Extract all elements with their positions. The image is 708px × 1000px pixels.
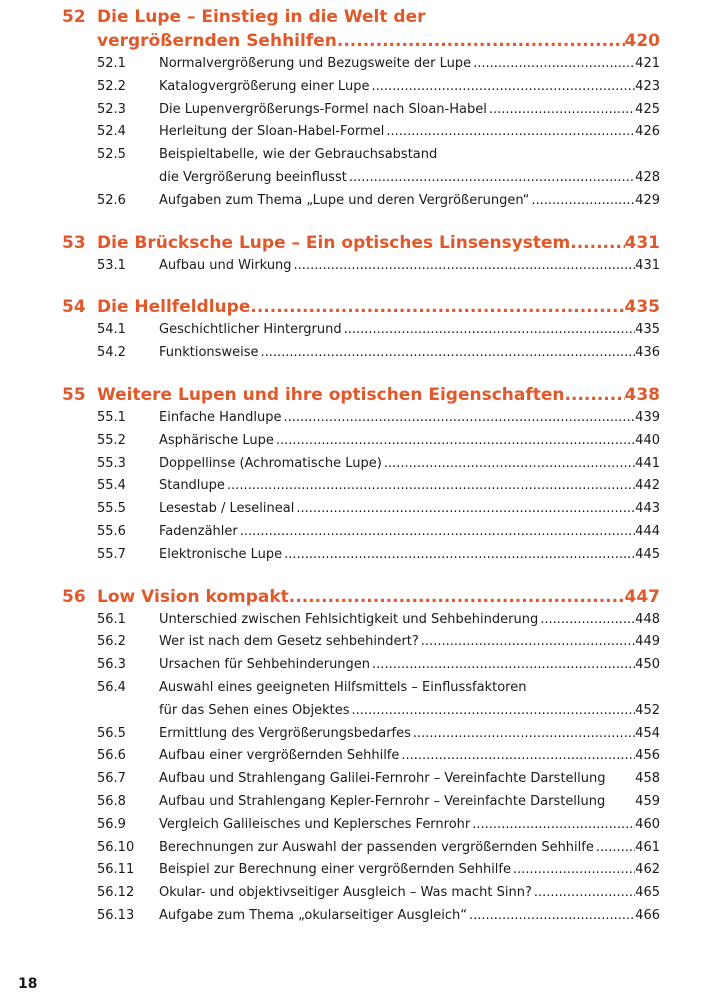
toc-section-row <box>62 768 660 791</box>
chapter-page: 431 <box>624 232 660 253</box>
section-title-text: Normalvergrößerung und Bezugsweite der Lupe <box>159 56 472 71</box>
toc-section-row <box>62 453 660 476</box>
chapter-heading <box>62 585 660 609</box>
section-page: 440 <box>635 432 660 448</box>
toc-section-row <box>62 837 660 860</box>
leader-dots <box>511 859 635 882</box>
section-title-text: Aufbau und Strahlengang Kepler-Fernrohr – Vereinfachte Darstellung <box>159 793 606 809</box>
toc-section-row <box>62 745 660 768</box>
section-title-line <box>159 407 660 430</box>
section-title <box>159 99 660 122</box>
toc-section-row <box>62 791 660 814</box>
leader-dots <box>538 609 635 632</box>
section-page: 462 <box>635 862 660 878</box>
section-page: 452 <box>635 702 660 718</box>
section-page: 458 <box>635 771 660 787</box>
section-title-text: Funktionsweise <box>159 345 259 361</box>
leader-dots <box>529 190 635 213</box>
chapter-title-text: Low Vision kompakt <box>97 586 289 607</box>
leader-dots <box>225 475 635 498</box>
section-number: 56.13 <box>97 907 135 923</box>
section-title-line <box>159 631 660 654</box>
section-number: 56.12 <box>97 885 135 901</box>
chapter-page: 420 <box>624 31 660 51</box>
section-title-text: Aufbau einer vergrößernden Sehhilfe <box>159 748 400 764</box>
section-title <box>159 859 660 882</box>
section-page: 441 <box>635 455 660 471</box>
section-number: 52.6 <box>97 192 126 208</box>
leader-dots <box>281 407 635 430</box>
section-title-text: Aufgabe zum Thema „okularseitiger Ausgleich“ <box>159 907 467 923</box>
section-title-text: die Vergrößerung beeinflusst <box>159 169 347 185</box>
section-number: 56.5 <box>97 725 126 741</box>
section-number: 56.8 <box>97 793 126 809</box>
chapter-heading <box>62 383 660 407</box>
section-title <box>159 521 660 544</box>
leader-dots <box>370 654 635 677</box>
section-title-text: Wer ist nach dem Gesetz sehbehindert? <box>159 634 419 650</box>
chapter-title-line <box>97 383 660 407</box>
section-number: 56.10 <box>97 839 135 855</box>
section-number: 55.4 <box>97 478 126 494</box>
section-title <box>159 430 660 453</box>
section-page: 439 <box>635 409 660 425</box>
section-title <box>159 453 660 476</box>
section-page: 428 <box>635 169 660 185</box>
toc-section-row <box>62 521 660 544</box>
toc-section-row <box>62 255 660 278</box>
section-number: 56.3 <box>97 657 126 673</box>
leader-dots <box>565 383 625 407</box>
leader-dots <box>350 700 636 723</box>
chapter-entry <box>62 295 660 365</box>
leader-dots <box>419 631 635 654</box>
section-title-text: Ursachen für Sehbehinderungen <box>159 657 371 673</box>
section-title <box>159 814 660 837</box>
section-page: 443 <box>635 501 660 517</box>
leader-dots <box>347 167 635 190</box>
section-title-text: Standlupe <box>159 478 225 494</box>
toc-section-row <box>62 859 660 882</box>
toc-section-row <box>62 430 660 453</box>
section-title-line <box>159 859 660 882</box>
section-page: 435 <box>635 322 660 338</box>
section-page: 425 <box>635 101 660 117</box>
toc-section-row <box>62 190 660 213</box>
chapter-heading <box>62 5 660 53</box>
section-title <box>159 407 660 430</box>
section-title-line <box>159 837 660 860</box>
section-number: 55.2 <box>97 432 126 448</box>
toc-section-row <box>62 475 660 498</box>
section-title-line <box>159 319 660 342</box>
toc-section-row <box>62 609 660 632</box>
section-title-line <box>159 76 660 99</box>
section-title <box>159 342 660 365</box>
leader-dots <box>258 342 635 365</box>
leader-dots <box>470 814 635 837</box>
section-title <box>159 745 660 768</box>
leader-dots <box>289 585 625 609</box>
section-title <box>159 190 660 213</box>
toc-section-row <box>62 882 660 905</box>
section-title-line <box>159 768 660 791</box>
section-title-text: Auswahl eines geeigneten Hilfsmittels – Einflussfaktoren <box>159 679 527 695</box>
leader-dots <box>369 76 635 99</box>
chapter-title-line <box>97 5 660 29</box>
chapter-title-line <box>97 295 660 319</box>
section-title <box>159 654 660 677</box>
chapter-title <box>97 585 660 609</box>
leader-dots <box>238 521 635 544</box>
toc-section-row <box>62 814 660 837</box>
section-title-line <box>159 190 660 213</box>
toc-section-row <box>62 905 660 928</box>
chapter-title-line <box>97 585 660 609</box>
section-number: 53.1 <box>97 257 126 273</box>
chapter-page: 435 <box>624 297 660 318</box>
section-title-line <box>159 745 660 768</box>
section-title <box>159 723 660 746</box>
toc-section-row <box>62 723 660 746</box>
section-page: 449 <box>635 634 660 650</box>
section-title <box>159 475 660 498</box>
section-title <box>159 677 660 723</box>
chapter-entry <box>62 5 660 213</box>
toc-section-row <box>62 498 660 521</box>
section-title-line <box>159 521 660 544</box>
section-title <box>159 882 660 905</box>
leader-dots <box>274 430 635 453</box>
toc-section-row <box>62 319 660 342</box>
section-number: 56.6 <box>97 748 126 764</box>
section-title-line <box>159 723 660 746</box>
section-title-line <box>159 144 660 167</box>
toc-section-row <box>62 544 660 567</box>
section-title-text: Aufgaben zum Thema „Lupe und deren Vergrößerungen“ <box>159 192 530 208</box>
section-title <box>159 631 660 654</box>
section-number: 52.5 <box>97 147 126 163</box>
section-page: 460 <box>635 816 660 832</box>
chapter-entry <box>62 231 660 278</box>
section-title-line <box>159 882 660 905</box>
section-number: 55.1 <box>97 409 126 425</box>
section-title-text: Die Lupenvergrößerungs-Formel nach Sloan-Habel <box>159 101 487 117</box>
section-title <box>159 544 660 567</box>
chapter-title-text: vergrößernden Sehhilfen <box>97 31 337 51</box>
section-page: 436 <box>635 345 660 361</box>
section-page: 448 <box>635 611 660 627</box>
leader-dots <box>411 723 635 746</box>
section-title-text: Herleitung der Sloan-Habel-Formel <box>159 124 385 140</box>
section-title <box>159 768 660 791</box>
page-number: 18 <box>18 976 38 992</box>
leader-dots <box>570 231 624 255</box>
leader-dots <box>594 837 635 860</box>
section-title-text: für das Sehen eines Objektes <box>159 702 350 718</box>
section-number: 56.1 <box>97 611 126 627</box>
leader-dots <box>342 319 636 342</box>
toc-section-row <box>62 342 660 365</box>
section-title <box>159 609 660 632</box>
section-page: 445 <box>635 546 660 562</box>
leader-dots <box>532 882 635 905</box>
toc-section-row <box>62 121 660 144</box>
chapter-title <box>97 295 660 319</box>
toc-section-row <box>62 144 660 190</box>
leader-dots <box>382 453 635 476</box>
section-page: 423 <box>635 78 660 94</box>
section-number: 55.6 <box>97 523 126 539</box>
chapter-entry <box>62 585 660 928</box>
chapter-number: 55 <box>62 384 86 405</box>
section-title-text: Unterschied zwischen Fehlsichtigkeit und Sehbehinderung <box>159 611 539 627</box>
toc-section-row <box>62 654 660 677</box>
section-page: 442 <box>635 478 660 494</box>
chapter-title <box>97 383 660 407</box>
section-title <box>159 837 660 860</box>
section-title <box>159 76 660 99</box>
section-title-text: Aufbau und Strahlengang Galilei-Fernrohr – Vereinfachte Darstellung <box>159 771 606 787</box>
chapter-title <box>97 231 660 255</box>
section-number: 55.5 <box>97 501 126 517</box>
chapter-page: 438 <box>624 384 660 405</box>
section-title-text: Berechnungen zur Auswahl der passenden vergrößernden Sehhilfe <box>159 839 594 855</box>
section-number: 52.3 <box>97 101 126 117</box>
section-title-line <box>159 53 660 76</box>
section-title-text: Beispiel zur Berechnung einer vergrößernden Sehhilfe <box>159 862 511 878</box>
section-title-text: Fadenzähler <box>159 523 238 539</box>
chapter-number: 56 <box>62 586 86 607</box>
chapter-number: 52 <box>62 7 86 27</box>
section-number: 52.4 <box>97 124 126 140</box>
section-title-line <box>159 544 660 567</box>
section-title-line <box>159 677 660 700</box>
toc-section-row <box>62 53 660 76</box>
section-page: 431 <box>635 257 660 273</box>
section-page: 426 <box>635 124 660 140</box>
leader-dots <box>467 905 635 928</box>
toc-section-row <box>62 99 660 122</box>
leader-dots <box>487 99 635 122</box>
section-number: 56.2 <box>97 634 126 650</box>
section-title-line <box>159 453 660 476</box>
section-title-text: Katalogvergrößerung einer Lupe <box>159 78 370 94</box>
leader-dots <box>292 255 636 278</box>
leader-dots <box>250 295 624 319</box>
chapter-heading <box>62 231 660 255</box>
section-page: 461 <box>635 839 660 855</box>
section-page: 429 <box>635 192 660 208</box>
chapter-page: 447 <box>624 586 660 607</box>
section-page: 421 <box>635 56 660 71</box>
section-page: 450 <box>635 657 660 673</box>
section-title-text: Elektronische Lupe <box>159 546 283 562</box>
section-page: 454 <box>635 725 660 741</box>
section-title-text: Doppellinse (Achromatische Lupe) <box>159 455 382 471</box>
section-title-line <box>159 167 660 190</box>
section-number: 56.7 <box>97 771 126 787</box>
leader-dots <box>294 498 635 521</box>
section-title-line <box>159 255 660 278</box>
chapter-title-text: Die Lupe – Einstieg in die Welt der <box>97 7 426 27</box>
leader-dots <box>337 29 625 53</box>
chapter-heading <box>62 295 660 319</box>
section-title <box>159 144 660 190</box>
section-title <box>159 791 660 814</box>
section-title <box>159 53 660 76</box>
leader-dots <box>282 544 635 567</box>
section-number: 52.1 <box>97 56 126 71</box>
chapter-number: 54 <box>62 297 86 318</box>
section-number: 55.7 <box>97 546 126 562</box>
section-title-line <box>159 814 660 837</box>
section-number: 52.2 <box>97 78 126 94</box>
chapter-title-line <box>97 231 660 255</box>
toc-section-row <box>62 631 660 654</box>
section-title-text: Ermittlung des Vergrößerungsbedarfes <box>159 725 411 741</box>
chapter-title-text: Die Brücksche Lupe – Ein optisches Linsensystem <box>97 232 571 253</box>
section-title-line <box>159 609 660 632</box>
section-title-line <box>159 791 660 814</box>
section-title-text: Beispieltabelle, wie der Gebrauchsabstand <box>159 147 438 163</box>
section-title-line <box>159 905 660 928</box>
section-page: 444 <box>635 523 660 539</box>
section-number: 56.11 <box>97 862 135 878</box>
section-title-text: Lesestab / Leselineal <box>159 501 295 517</box>
section-title <box>159 121 660 144</box>
section-title-line <box>159 121 660 144</box>
chapter-title <box>97 5 660 53</box>
chapter-entry <box>62 383 660 567</box>
section-number: 54.2 <box>97 345 126 361</box>
toc-section-row <box>62 677 660 723</box>
section-title-line <box>159 498 660 521</box>
section-title-line <box>159 700 660 723</box>
section-title-text: Vergleich Galileisches und Keplersches Fernrohr <box>159 816 471 832</box>
section-page: 466 <box>635 907 660 923</box>
section-title-line <box>159 99 660 122</box>
table-of-contents <box>62 5 660 946</box>
leader-dots <box>384 121 635 144</box>
section-title-text: Einfache Handlupe <box>159 409 282 425</box>
section-number: 55.3 <box>97 455 126 471</box>
section-title-text: Okular- und objektivseitiger Ausgleich – Was macht Sinn? <box>159 885 532 901</box>
section-title <box>159 255 660 278</box>
leader-dots <box>399 745 635 768</box>
section-title <box>159 498 660 521</box>
chapter-title-text: Die Hellfeldlupe <box>97 297 251 318</box>
toc-section-row <box>62 76 660 99</box>
section-title <box>159 319 660 342</box>
chapter-title-line <box>97 29 660 53</box>
section-page: 465 <box>635 885 660 901</box>
section-title-text: Asphärische Lupe <box>159 432 274 448</box>
section-title-text: Aufbau und Wirkung <box>159 257 292 273</box>
section-title-text: Geschichtlicher Hintergrund <box>159 322 342 338</box>
section-number: 56.4 <box>97 679 126 695</box>
section-page: 456 <box>635 748 660 764</box>
section-title-line <box>159 430 660 453</box>
chapter-number: 53 <box>62 232 86 253</box>
toc-section-row <box>62 407 660 430</box>
chapter-title-text: Weitere Lupen und ihre optischen Eigenschaften <box>97 384 565 405</box>
section-title <box>159 905 660 928</box>
section-title-line <box>159 475 660 498</box>
leader-dots <box>471 53 635 76</box>
section-number: 54.1 <box>97 322 126 338</box>
section-number: 56.9 <box>97 816 126 832</box>
section-page: 459 <box>635 793 660 809</box>
section-title-line <box>159 342 660 365</box>
section-title-line <box>159 654 660 677</box>
